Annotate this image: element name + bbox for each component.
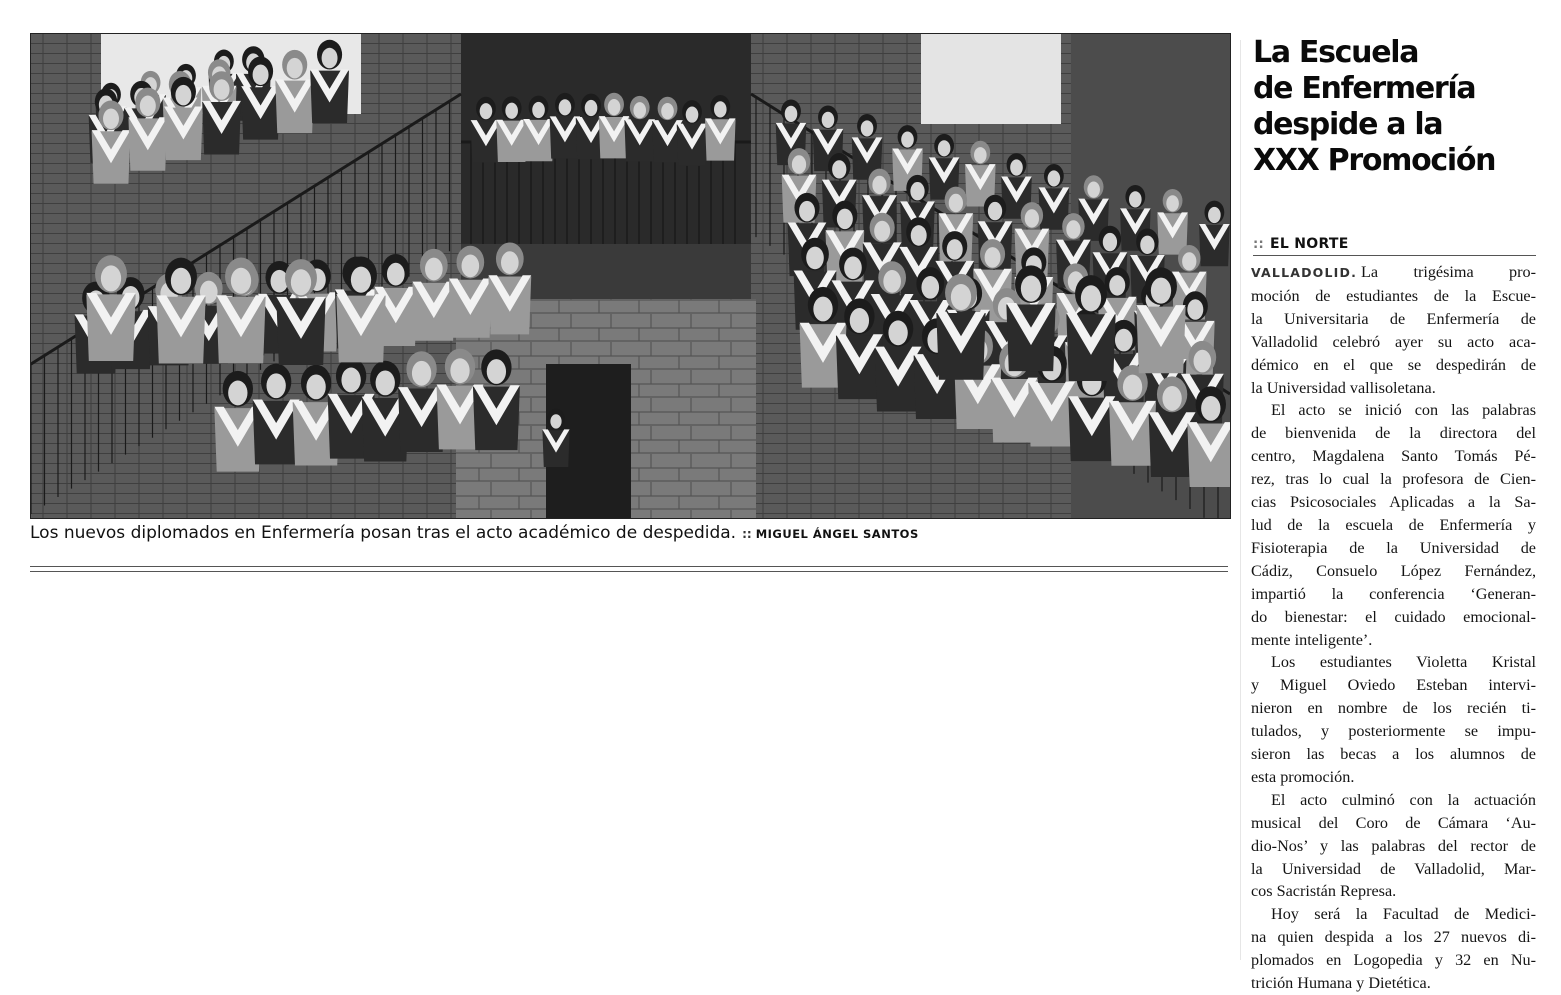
divider-rule xyxy=(30,571,1228,572)
byline-name: EL NORTE xyxy=(1270,236,1349,252)
lead-text: La trigésima pro- xyxy=(1361,263,1536,281)
headline-line: La Escuela xyxy=(1253,35,1419,70)
body-line: El acto culminó con la actuación xyxy=(1271,790,1536,809)
body-line: Los estudiantes Violetta Kristal xyxy=(1271,653,1536,672)
body-line: Valladolid celebró ayer su acto aca- xyxy=(1251,332,1536,351)
body-line: plomados en Logopedia y 32 en Nu- xyxy=(1251,951,1536,970)
body-line: cias Psicosociales Aplicadas a la Sa- xyxy=(1251,493,1536,512)
headline-line: despide a la xyxy=(1253,107,1443,142)
article-body xyxy=(1251,261,1536,995)
column-divider xyxy=(1240,40,1241,960)
body-line: moción de estudiantes de la Escue- xyxy=(1251,286,1536,305)
body-line: nieron en nombre de los recién ti- xyxy=(1251,699,1536,718)
body-line: mente inteligente’. xyxy=(1251,630,1373,649)
body-line: démico en el que se despedirán de xyxy=(1251,355,1536,374)
body-line: y Miguel Oviedo Esteban intervi- xyxy=(1251,676,1536,695)
caption-text: Los nuevos diplomados en Enfermería posan tras el acto académico de despedida. xyxy=(30,523,737,543)
body-line: trición Humana y Dietética. xyxy=(1251,974,1431,993)
body-line: rez, tras lo cual la profesora de Cien- xyxy=(1251,470,1536,489)
body-line: la Universidad vallisoletana. xyxy=(1251,378,1436,397)
body-line: cos Sacristán Represa. xyxy=(1251,882,1397,901)
body-line: la Universitaria de Enfermería de xyxy=(1251,309,1536,328)
body-line: centro, Magdalena Santo Tomás Pé- xyxy=(1251,447,1536,466)
photo-caption xyxy=(30,521,1030,546)
body-line xyxy=(1251,261,1536,285)
body-line: na quien despida a los 27 nuevos di- xyxy=(1251,928,1536,947)
photo-credit: MIGUEL ÁNGEL SANTOS xyxy=(755,527,919,541)
body-line: do bienestar: el cuidado emocional- xyxy=(1251,607,1536,626)
group-photo-illustration xyxy=(31,34,1230,518)
dateline: VALLADOLID. xyxy=(1251,265,1358,280)
body-line: de bienvenida de la directora del xyxy=(1251,424,1536,443)
credit-separator-icon: :: xyxy=(742,527,752,541)
byline-marker-icon: :: xyxy=(1253,237,1264,252)
body-line: El acto se inició con las palabras xyxy=(1271,401,1536,420)
body-line: musical del Coro de Cámara ‘Au- xyxy=(1251,813,1536,832)
article-headline xyxy=(1253,35,1553,179)
body-line: esta promoción. xyxy=(1251,767,1355,786)
body-line: dio-Nos’ y las palabras del rector de xyxy=(1251,836,1536,855)
body-line: Fisioterapia de la Universidad de xyxy=(1251,538,1536,557)
divider-rule xyxy=(30,566,1228,567)
body-line: lud de la escuela de Enfermería y xyxy=(1251,515,1536,534)
body-line: la Universidad de Valladolid, Mar- xyxy=(1251,859,1536,878)
byline xyxy=(1253,235,1536,256)
body-line: tulados, y posteriormente se impu- xyxy=(1251,722,1536,741)
headline-line: XXX Promoción xyxy=(1253,143,1496,178)
body-line: Cádiz, Consuelo López Fernández, xyxy=(1251,561,1536,580)
body-line: impartió la conferencia ‘Generan- xyxy=(1251,584,1536,603)
body-line: Hoy será la Facultad de Medici- xyxy=(1271,905,1536,924)
body-line: sieron las becas a los alumnos de xyxy=(1251,745,1536,764)
group-photo xyxy=(30,33,1231,519)
headline-line: de Enfermería xyxy=(1253,71,1476,106)
